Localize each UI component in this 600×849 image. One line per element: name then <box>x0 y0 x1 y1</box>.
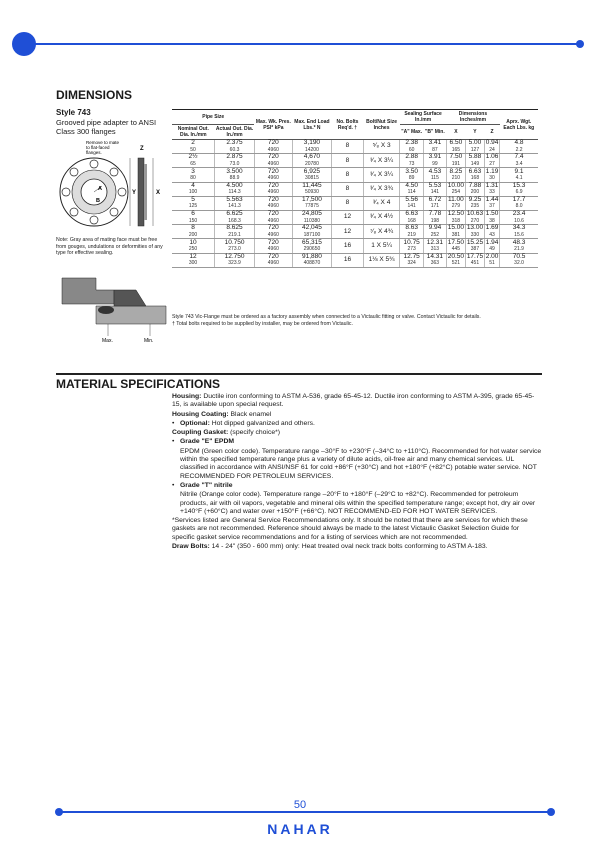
grade-t-text: Nitrile (Orange color code). Temperature range –20°F to +180°F (–29°C to +82°C). Recommended for petroleum products, air with oil vapors, vegetable and mineral oils within the specified temperature range; except hot, dry air over +140°F (+60°C) and water over +150°F (+66°C). NOT RECOMMEND-ED FOR HOT WATER SERVICES. <box>180 491 536 515</box>
label-b: B <box>96 198 100 204</box>
style-description: Grooved pipe adapter to ANSI Class 300 flanges <box>56 118 157 136</box>
table-row <box>172 154 538 168</box>
coating-spec: Housing Coating: Black enamel <box>172 410 272 418</box>
table-cell-y: 5.88 149 <box>465 154 484 168</box>
brand-logo: NAHAR <box>267 821 333 837</box>
table-cell-y: 15.25 387 <box>466 238 484 252</box>
dimensions-heading: DIMENSIONS <box>56 88 133 102</box>
table-cell-load: 24,805 110380 <box>292 210 331 224</box>
table-cell-act: 10.750 273.0 <box>215 239 255 253</box>
table-cell-y: 9.25 235 <box>465 196 484 210</box>
table-cell-boltnut: 1 X 5¼ <box>363 239 400 253</box>
table-cell-x: 6.50 165 <box>446 140 465 154</box>
drawing-note: Note: Gray area of mating face must be free from gouges, undulations or deformities of any type for effective sealing. <box>56 237 163 256</box>
table-cell-z: 1.19 30 <box>485 167 499 181</box>
th-b-min: "B" Min. <box>423 125 446 140</box>
footer-rule <box>60 811 550 813</box>
table-cell-bolts: 8 <box>332 154 364 168</box>
section-divider <box>56 373 542 375</box>
table-cell-b: 4.53 115 <box>423 168 446 182</box>
table-cell-y: 5.00 127 <box>465 140 484 154</box>
table-cell-z: 1.31 33 <box>485 181 499 196</box>
table-cell-pres: 720 4960 <box>254 182 292 196</box>
table-cell-load: 17,500 77875 <box>292 196 331 210</box>
table-cell-z: 0.94 24 <box>485 139 499 153</box>
section-drawing <box>56 270 168 345</box>
table-cell-boltnut: ⁷⁄₈ X 4¾ <box>363 225 400 239</box>
table-cell-nom: 5 125 <box>172 196 215 210</box>
page-number: 50 <box>0 799 600 811</box>
table-cell-bolts: 16 <box>332 239 364 253</box>
th-z: Z <box>485 125 500 140</box>
header-dot-large <box>12 32 36 56</box>
table-cell-act: 4.500 114.3 <box>215 182 255 196</box>
table-cell-z: 1.44 37 <box>485 195 499 210</box>
table-cell-b: 5.53 141 <box>423 182 446 196</box>
table-cell-nom: 2 50 <box>172 140 215 154</box>
table-cell-bolts: 16 <box>332 253 364 267</box>
label-x: X <box>156 190 161 196</box>
table-cell-y: 6.63 168 <box>465 168 484 182</box>
table-cell-act: 8.625 219.1 <box>215 225 255 239</box>
table-cell-a: 8.63 219 <box>400 225 424 239</box>
table-cell-x: 8.25 210 <box>446 168 465 182</box>
table-cell-boltnut: 1⅛ X 5¾ <box>363 253 400 267</box>
table-cell-pres: 720 4960 <box>254 225 292 239</box>
dimensions-table <box>172 109 538 268</box>
table-cell-act: 2.375 60.3 <box>215 140 255 154</box>
table-cell-load: 6,925 30815 <box>292 168 331 182</box>
flange-drawing <box>56 140 168 235</box>
table-cell-a: 12.75 324 <box>400 253 424 267</box>
table-cell-pres: 720 4960 <box>254 154 292 168</box>
table-cell-z: 1.50 38 <box>485 210 499 224</box>
table-cell-boltnut: ³⁄₄ X 3¼ <box>363 154 400 168</box>
table-notes <box>172 314 542 328</box>
table-cell-nom: 12 300 <box>172 253 215 267</box>
table-cell-b: 9.94 252 <box>423 225 446 239</box>
table-cell-w: 4.8 2.2 <box>500 140 538 154</box>
table-cell-boltnut: ³⁄₄ X 4 <box>363 196 400 210</box>
table-cell-bolts: 8 <box>332 182 364 196</box>
table-cell-z: 1.69 43 <box>485 224 499 238</box>
materials-heading: MATERIAL SPECIFICATIONS <box>56 377 221 391</box>
table-cell-w: 34.3 15.6 <box>500 225 538 239</box>
drawing-callout: Remove to mate to flat-faced flanges. <box>86 140 120 155</box>
table-cell-bolts: 8 <box>332 196 364 210</box>
table-cell-a: 6.63 168 <box>400 210 424 224</box>
table-cell-load: 4,670 20780 <box>292 154 331 168</box>
table-cell-load: 65,315 290650 <box>292 239 331 253</box>
table-cell-z: 1.06 27 <box>485 153 499 167</box>
table-cell-y: 17.75 451 <box>466 252 484 267</box>
optional-spec: • Optional: Hot dipped galvanized and others. <box>172 420 542 428</box>
th-pipe-size: Pipe Size <box>172 110 254 125</box>
table-cell-w: 9.1 4.1 <box>500 168 538 182</box>
table-cell-x: 7.50 191 <box>446 154 465 168</box>
table-cell-y: 7.88 200 <box>465 182 484 196</box>
table-cell-z: 2.00 51 <box>485 252 499 267</box>
table-row <box>172 168 538 182</box>
table-cell-act: 6.625 168.3 <box>215 210 255 224</box>
table-cell-x: 17.50 445 <box>447 238 464 252</box>
th-x: X <box>446 125 465 140</box>
table-cell-b: 3.91 99 <box>423 154 446 168</box>
table-cell-bolts: 12 <box>332 210 364 224</box>
housing-spec: Housing: Ductile iron conforming to ASTM A-536, grade 65-45-12. Ductile iron conforming to ASTM A-395, grade 65-45-15, is available upon special request. <box>172 393 535 409</box>
table-cell-boltnut: ³⁄₄ X 4½ <box>363 210 400 224</box>
th-pressure: Max. Wk. Pres. PSI* kPa <box>254 110 292 140</box>
table-cell-a: 5.56 141 <box>400 196 424 210</box>
table-cell-pres: 720 4960 <box>254 140 292 154</box>
th-a-max: "A" Max. <box>400 125 424 140</box>
table-row <box>172 225 538 239</box>
table-cell-act: 5.563 141.3 <box>215 196 255 210</box>
th-nominal: Nominal Out. Dia. In./mm <box>172 125 215 140</box>
table-cell-bolts: 8 <box>332 140 364 154</box>
table-cell-pres: 720 4960 <box>254 168 292 182</box>
table-note-1: Style 743 Vic-Flange must be ordered as a factory assembly when connected to a Victaulic fitting or valve. Contact Victaulic for details. <box>172 314 481 320</box>
table-cell-x: 12.50 318 <box>447 210 464 224</box>
table-note-2: † Total bolts required to be supplied by installer, may be ordered from Victaulic. <box>172 321 353 327</box>
header-dot-small <box>576 40 584 48</box>
table-cell-x: 15.00 381 <box>447 224 464 238</box>
table-cell-nom: 2½ 65 <box>172 154 215 168</box>
table-cell-a: 4.50 114 <box>400 182 424 196</box>
gasket-spec: Coupling Gasket: (specify choice*) <box>172 429 281 437</box>
table-cell-load: 91,880 408870 <box>292 253 331 267</box>
table-cell-a: 10.75 273 <box>400 239 424 253</box>
table-row <box>172 196 538 210</box>
table-cell-y: 10.63 270 <box>466 210 484 224</box>
table-cell-z: 1.94 49 <box>485 238 499 252</box>
style-label: Style 743 <box>56 108 91 117</box>
table-cell-w: 15.3 6.9 <box>500 182 538 196</box>
grade-t-label: • Grade "T" nitrile <box>172 482 542 490</box>
table-cell-b: 12.31 313 <box>423 239 446 253</box>
material-specs <box>172 393 542 552</box>
table-cell-x: 20.50 521 <box>447 252 464 267</box>
table-cell-a: 2.38 60 <box>400 140 424 154</box>
label-z: Z <box>140 146 144 152</box>
table-cell-nom: 10 250 <box>172 239 215 253</box>
table-cell-boltnut: ³⁄₄ X 3¾ <box>363 182 400 196</box>
th-bolt-nut: Bolt/Nut Size Inches <box>363 110 400 140</box>
label-y: Y <box>132 190 137 196</box>
table-cell-b: 14.31 363 <box>423 253 446 267</box>
table-cell-b: 7.78 198 <box>423 210 446 224</box>
label-min: Min. <box>144 338 154 344</box>
th-bolts: No. Bolts Req'd. † <box>332 110 364 140</box>
table-cell-a: 2.88 73 <box>400 154 424 168</box>
table-cell-w: 17.7 8.0 <box>500 196 538 210</box>
table-cell-act: 12.750 323.9 <box>215 253 255 267</box>
services-note: *Services listed are General Service Recommendations only. It should be noted that there are services for which these gaskets are not recommended. Reference should always be made to the latest Victaulic Gasket Selection Guide for specific gasket service recommendations and for a listing of services which are not recommended. <box>172 517 528 541</box>
grade-e-label: • Grade "E" EPDM <box>172 438 542 446</box>
draw-bolts-spec: Draw Bolts: 14 - 24" (350 - 600 mm) only: Heat treated oval neck track bolts conforming to ASTM A-183. <box>172 543 488 551</box>
table-cell-load: 42,045 187100 <box>292 225 331 239</box>
table-row <box>172 210 538 224</box>
table-cell-w: 7.4 3.4 <box>500 154 538 168</box>
th-sealing: Sealing Surface In./mm <box>400 110 446 125</box>
table-cell-nom: 8 200 <box>172 225 215 239</box>
table-cell-pres: 720 4960 <box>254 210 292 224</box>
label-a: A <box>98 186 102 192</box>
table-row <box>172 239 538 253</box>
table-cell-boltnut: ⁵⁄₈ X 3 <box>363 140 400 154</box>
th-y: Y <box>465 125 484 140</box>
grade-e-text: EPDM (Green color code). Temperature range –30°F to +230°F (–34°C to +110°C). Recommended for hot water service within the specified temperature range plus a variety of dilute acids, oil-free air and many chemical services. UL classified in accordance with ANSI/NSF 61 for cold +86°F (+30°C) and hot +180°F (+82°C) potable water service. NOT RECOMMENDED FOR PETROLEUM SERVICES. <box>180 447 542 480</box>
table-cell-b: 6.72 171 <box>423 196 446 210</box>
th-weight: Aprx. Wgt. Each Lbs. kg <box>500 110 538 140</box>
table-cell-act: 3.500 88.9 <box>215 168 255 182</box>
label-max: Max. <box>102 338 113 344</box>
table-cell-w: 48.3 21.9 <box>500 239 538 253</box>
table-cell-x: 11.00 279 <box>447 195 464 210</box>
table-cell-pres: 720 4960 <box>254 196 292 210</box>
table-row <box>172 140 538 154</box>
table-cell-boltnut: ³⁄₄ X 3¼ <box>363 168 400 182</box>
table-cell-nom: 6 150 <box>172 210 215 224</box>
header-rule <box>26 43 581 45</box>
th-dimensions: Dimensions Inches/mm <box>446 110 499 125</box>
table-row <box>172 253 538 267</box>
table-cell-w: 23.4 10.6 <box>500 210 538 224</box>
table-cell-pres: 720 4960 <box>254 253 292 267</box>
table-cell-bolts: 8 <box>332 168 364 182</box>
th-actual: Actual Out. Dia. In./mm <box>215 126 254 138</box>
table-cell-b: 3.41 87 <box>423 140 446 154</box>
table-cell-bolts: 12 <box>332 225 364 239</box>
table-cell-act: 2.875 73.0 <box>215 154 255 168</box>
table-row <box>172 182 538 196</box>
table-cell-pres: 720 4960 <box>254 239 292 253</box>
table-cell-a: 3.50 89 <box>400 168 424 182</box>
table-cell-load: 11,445 50930 <box>292 182 331 196</box>
table-cell-load: 3,190 14200 <box>292 140 331 154</box>
th-end-load: Max. End Load Lbs.* N <box>292 110 331 140</box>
table-cell-y: 13.00 330 <box>466 224 484 238</box>
table-cell-w: 70.5 32.0 <box>500 253 538 267</box>
table-cell-nom: 4 100 <box>172 182 215 196</box>
table-cell-nom: 3 80 <box>172 168 215 182</box>
table-cell-x: 10.00 254 <box>447 181 464 196</box>
